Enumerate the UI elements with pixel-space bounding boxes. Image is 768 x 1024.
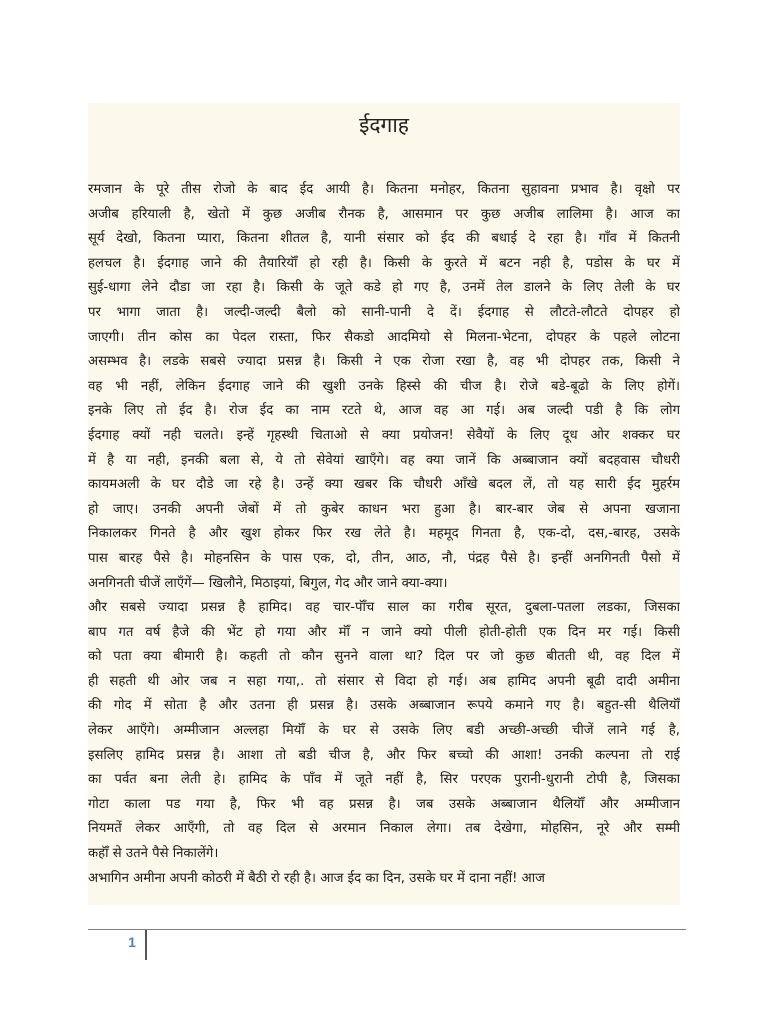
text-line: निकालकर गिनते है और खुश होकर फिर रख लेते है। महमूद गिनता है, एक-दो, दस,-बारह, उसके [88,526,680,542]
text-line: पास बारह पैसे है। मोहनसिन के पास एक, दो, तीन, आठ, नौ, पंद्रह पैसे है। इन्हीं अनगिनती पैसो में [88,550,680,566]
text-line: हो जाए। उनकी अपनी जेबों में तो कुबेर काधन भरा हुआ है। बार-बार जेब से अपना खजाना [88,501,680,517]
text-line: कहॉँ से उतने पैसे निकालेंगे। [88,846,219,862]
text-line: की गोद में सोता है और उतना ही प्रसन्न है। उसके अब्बाजान रूपये कमाने गए है। बहुत-सी थैलियॉँ [88,698,680,714]
text-line: रमजान के पूरे तीस रोजो के बाद ईद आयी है। कितना मनोहर, कितना सुहावना प्रभाव है। वृक्षो पर [88,182,680,197]
text-line: वह भी नहीं, लेकिन ईदगाह जाने की खुशी उनके हिस्से की चीज है। रोजे बडे-बूढो के लिए होगें। [88,378,680,394]
footer-rule [88,929,686,930]
text-line: बाप गत वर्ष हैजे की भेंट हो गया और मॉँ न जाने क्यो पीली होती-होती एक दिन मर गई। किसी [88,624,680,640]
text-line: को पता क्या बीमारी है। कहती तो कौन सुनने वाला था? दिल पर जो कुछ बीतती थी, वह दिल में [88,649,680,665]
text-line: अभागिन अमीना अपनी कोठरी में बैठी रो रही है। आज ईद का दिन, उसके घर में दाना नहीं! आज [88,870,545,886]
text-line: गोटा काला पड गया है, फिर भी वह प्रसन्न है। जब उसके अब्बाजान थैलियॉँ और अम्मीजान [88,796,680,812]
text-line: सूर्य देखो, कितना प्यारा, कितना शीतल है, यानी संसार को ईद की बधाई दे रहा है। गॉंव में कितनी [88,231,680,247]
text-line: ही सहती थी ओर जब न सहा गया,. तो संसार से विदा हो गई। अब हामिद अपनी बूढी दादी अमीना [88,673,680,689]
text-line: अनगिनती चीजें लाऍंगें— खिलौने, मिठाइयां, बिगुल, गेद और जाने क्या-क्या। [88,575,448,591]
document-title: ईदगाह [359,113,409,137]
text-line: सुई-धागा लेने दौडा जा रहा है। किसी के जूते कडे हो गए है, उनमें तेल डालने के लिए तेली के घर [88,280,680,296]
text-line: का पर्वत बना लेती हे। हामिद के पॉंव में जूते नहीं है, सिर परएक पुरानी-धुरानी टोपी है, जिसका [88,772,680,788]
text-line: इसलिए हामिद प्रसन्न है। आशा तो बडी चीज है, और फिर बच्चो की आशा! उनकी कल्पना तो राई [88,747,680,763]
text-line: नियमतें लेकर आऍंगी, तो वह दिल से अरमान निकाल लेगा। तब देखेगा, मोहसिन, नूरे और सम्मी [88,821,680,837]
page-number: 1 [128,934,136,950]
text-line: और सबसे ज्यादा प्रसन्न है हामिद। वह चार-पॉँच साल का गरीब सूरत, दुबला-पतला लडका, जिसका [88,600,680,616]
text-line: अजीब हरियाली है, खेतो में कुछ अजीब रौनक है, आसमान पर कुछ अजीब लालिमा है। आज का [88,206,680,222]
text-line: ईदगाह क्यों नही चलते। इन्हें गृहस्थी चिताओ से क्या प्रयोजन! सेवैयों के लिए दूध ओर शक्कर घर [88,427,680,443]
text-line: कायमअली के घर दौडे जा रहे है। उन्हें क्या खबर कि चौधरी ऑंखे बदल लें, तो यह सारी ईद मुहर्रम [88,477,680,493]
text-line: जाएगी। तीन कोस का पेदल रास्ता, फिर सैकडो आदमियो से मिलना-भेटना, दोपहर के पहले लोटना [88,329,680,345]
text-line: पर भागा जाता है। जल्दी-जल्दी बैलो को सानी-पानी दे दें। ईदगाह से लौटते-लौटते दोपहर हो [88,304,680,320]
text-line: हलचल है। ईदगाह जाने की तैयारियॉँ हो रही है। किसी के कुरते में बटन नही है, पडोस के घर में [88,255,680,271]
text-line: असम्भव है। लडके सबसे ज्यादा प्रसन्न है। किसी ने एक रोजा रखा है, वह भी दोपहर तक, किसी ने [88,354,680,370]
text-line: में है या नही, इनकी बला से, ये तो सेवेयां खाऍंगे। वह क्या जानें कि अब्बाजान क्यों बदहवास चौधरी [88,452,680,468]
text-line: लेकर आऍंगे। अम्मीजान अल्लहा मियॉँ के घर से उसके लिए बडी अच्छी-अच्छी चीजें लाने गई है, [88,723,680,739]
document-body [88,178,680,891]
text-line: इनके लिए तो ईद है। रोज ईद का नाम रटते थे, आज वह आ गई। अब जल्दी पडी है कि लोग [88,403,680,419]
page-number-separator [145,930,147,960]
